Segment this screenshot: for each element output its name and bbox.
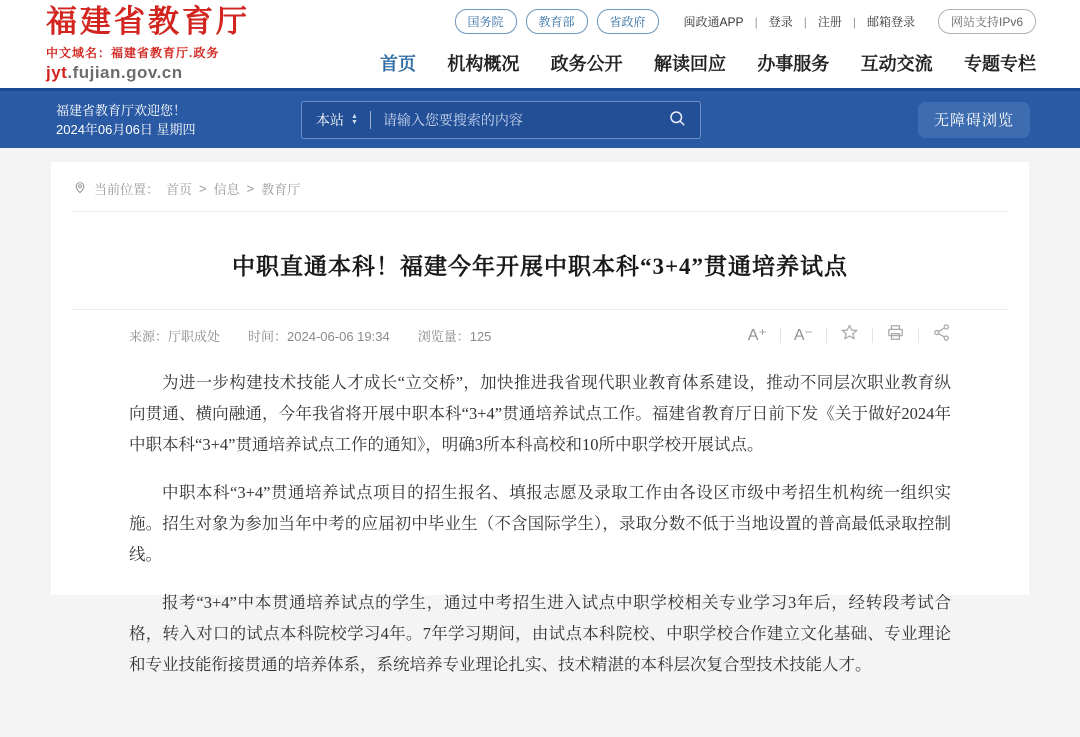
breadcrumb-item-home[interactable]: 首页 [166, 182, 193, 197]
welcome-block [56, 101, 301, 139]
search-divider [370, 111, 371, 129]
logo-domain-suffix: .fujian.gov.cn [67, 63, 183, 82]
article-paragraph: 中职本科“3+4”贯通培养试点项目的招生报名、填报志愿及录取工作由各设区市级中考招生机构统一组织实施。招生对象为参加当年中考的应届初中毕业生（不含国际学生），录取分数不低于当地设置的普高最低录取控制线。 [129, 483, 951, 564]
utility-divider: | [803, 14, 807, 29]
breadcrumb-item-info[interactable]: 信息 [213, 182, 240, 197]
breadcrumb-separator: > [246, 181, 255, 196]
banner-bar [0, 88, 1080, 148]
nav-item-home[interactable]: 首页 [380, 54, 416, 74]
main-nav [370, 50, 1036, 76]
article-card [51, 162, 1029, 674]
utility-divider: | [754, 14, 758, 29]
article-body [51, 353, 1029, 737]
nav-item-gov-affairs[interactable]: 政务公开 [550, 54, 623, 74]
search-icon [668, 109, 686, 130]
date-text: 2024年06月06日 星期四 [56, 121, 196, 137]
nav-item-interaction[interactable]: 互动交流 [860, 54, 933, 74]
search-scope-label: 本站 [316, 111, 344, 128]
tools-divider [872, 328, 873, 343]
utility-links [684, 13, 915, 30]
article-paragraph: 报考“3+4”中本贯通培养试点的学生，通过中考招生进入试点中职学校相关专业学习3年后，经转段考试合格，转入对口的试点本科院校学习4年。7年学习期间，由试点本科院校、中职学校合作建立文化基础、专业理论和专业技能衔接贯通的培养体系，系统培养专业理论扎实、技术精湛的本科层次复合型技术技能人才。 [129, 593, 951, 674]
favorite-button[interactable] [840, 323, 859, 347]
accessibility-button[interactable]: 无障碍浏览 [918, 102, 1030, 138]
article-title: 中职直通本科！福建今年开展中职本科“3+4”贯通培养试点 [231, 254, 849, 279]
mailbox-login-link[interactable]: 邮箱登录 [866, 15, 915, 29]
share-icon [932, 323, 951, 347]
nav-item-organization[interactable]: 机构概况 [447, 54, 520, 74]
breadcrumb [51, 162, 1029, 211]
breadcrumb-item-education-dept[interactable]: 教育厅 [261, 182, 301, 197]
utility-divider: | [852, 14, 856, 29]
logo-domain [46, 63, 250, 83]
site-header [0, 0, 1080, 88]
meta-time: 时间：2024-06-06 19:34 [248, 328, 390, 344]
search-button[interactable] [668, 109, 686, 130]
logo-subtitle: 中文域名：福建省教育厅.政务 [46, 46, 220, 60]
quick-link-state-council[interactable]: 国务院 [455, 9, 517, 34]
logo-domain-prefix: jyt [46, 63, 68, 82]
tools-divider [918, 328, 919, 343]
article-meta-row [51, 310, 1029, 353]
share-button[interactable] [932, 323, 951, 347]
meta-views: 浏览量：125 [417, 328, 492, 344]
print-button[interactable] [886, 323, 905, 347]
link-minzhengtong-app[interactable]: 闽政通APP [683, 15, 744, 29]
breadcrumb-divider [73, 211, 1007, 212]
ipv6-badge[interactable]: 网站支持IPv6 [938, 9, 1036, 34]
meta-source: 来源：厅职成处 [129, 328, 221, 344]
search-box [301, 101, 701, 139]
welcome-text: 福建省教育厅欢迎您！ [56, 102, 187, 118]
breadcrumb-label: 当前位置： [94, 182, 160, 197]
search-scope-select[interactable] [316, 110, 358, 130]
utility-row [370, 9, 1036, 34]
article-meta [129, 326, 491, 345]
search-input[interactable] [383, 112, 668, 128]
login-link[interactable]: 登录 [768, 15, 793, 29]
star-icon [840, 323, 859, 347]
quick-link-ministry-of-education[interactable]: 教育部 [526, 9, 588, 34]
nav-item-services[interactable]: 办事服务 [757, 54, 830, 74]
article-tools [748, 323, 951, 347]
location-pin-icon [73, 180, 87, 197]
breadcrumb-separator: > [199, 181, 207, 196]
register-link[interactable]: 注册 [817, 15, 842, 29]
article-paragraph: 为进一步构建技术技能人才成长“立交桥”，加快推进我省现代职业教育体系建设，推动不同层次职业教育纵向贯通、横向融通，今年我省将开展中职本科“3+4”贯通培养试点工作。福建省教育厅日前下发《关于做好2024年中职本科“3+4”贯通培养试点工作的通知》，明确3所本科高校和10所中职学校开展试点。 [129, 373, 951, 454]
font-increase-button[interactable]: A⁺ [747, 327, 767, 344]
tools-divider [780, 328, 781, 343]
logo-title: 福建省教育厅 [46, 4, 250, 39]
nav-item-interpretation[interactable]: 解读回应 [653, 54, 726, 74]
font-decrease-button[interactable]: A⁻ [793, 327, 813, 344]
scope-updown-icon: ▲ ▼ [351, 112, 358, 126]
site-logo[interactable] [46, 0, 250, 88]
page-background [0, 148, 1080, 674]
printer-icon [886, 323, 905, 347]
tools-divider [826, 328, 827, 343]
nav-item-special-topics[interactable]: 专题专栏 [963, 54, 1036, 74]
header-right [370, 0, 1036, 88]
quick-link-provincial-government[interactable]: 省政府 [597, 9, 659, 34]
